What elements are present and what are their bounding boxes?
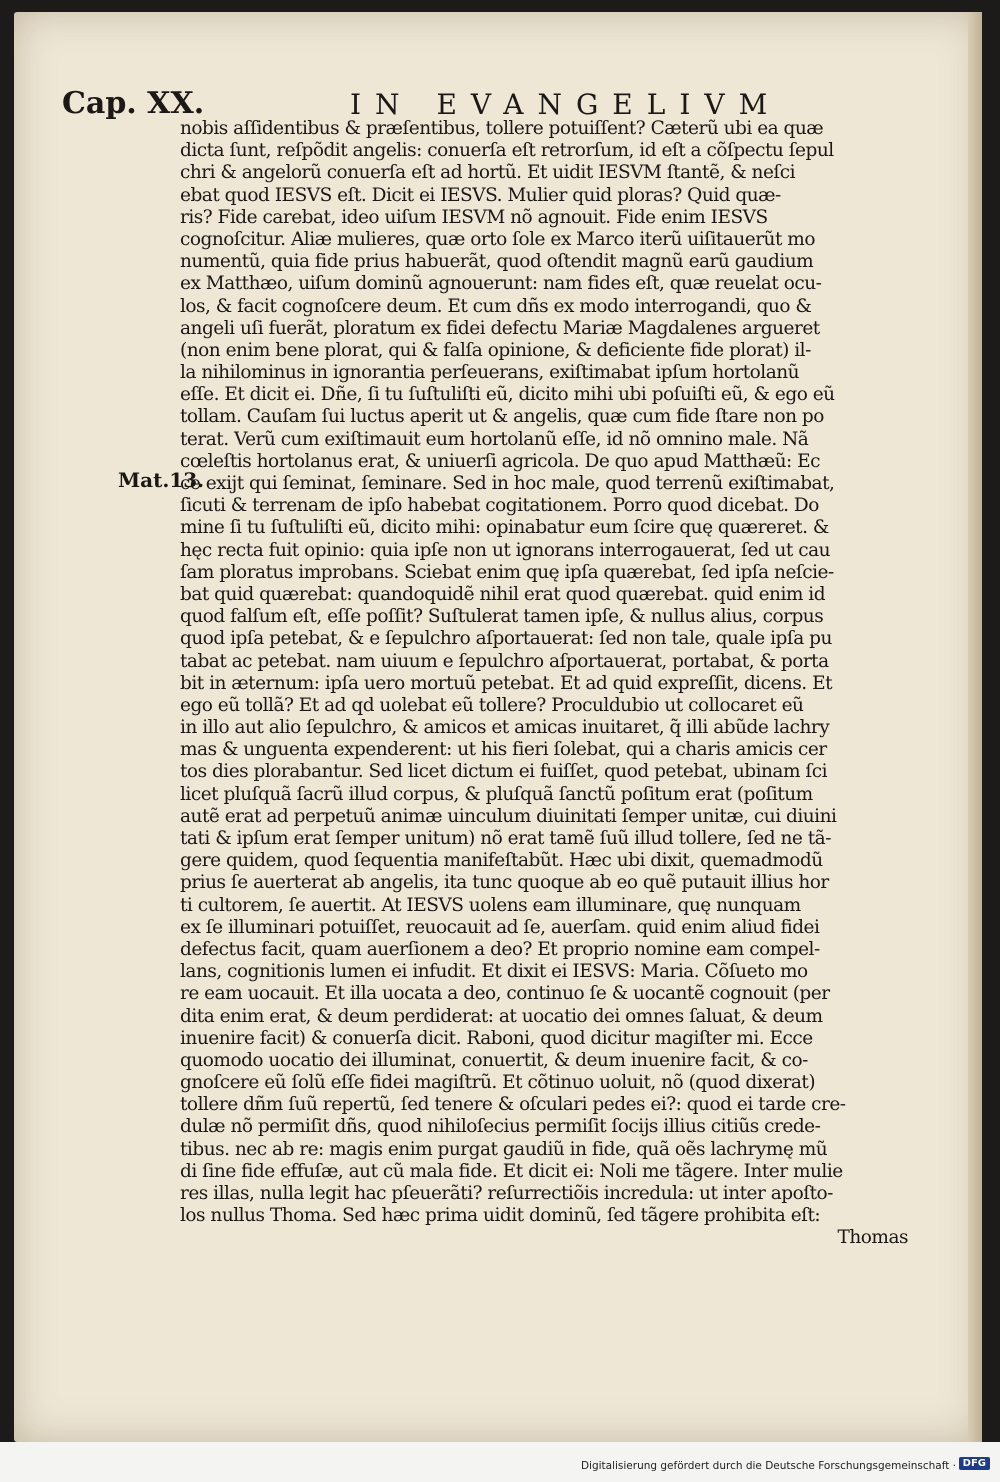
text-line: defectus facit, quam auerſionem a deo? Et proprio nomine eam compel- [180, 938, 820, 960]
text-line: tati & ipſum erat ſemper unitum) nõ erat tamẽ ſuũ illud tollere, ſed ne tã- [180, 828, 831, 849]
text-line: ſam ploratus improbans. Sciebat enim quę ipſa quærebat, ſed ipſa neſcie- [180, 561, 834, 583]
text-line: dulæ nõ permiſit dñs, quod nihiloſecius permiſit ſocijs illius citiũs crede- [180, 1116, 821, 1138]
text-line: ris? Fide carebat, ideo uiſum IESVM nõ agnouit. Fide enim IESVS [180, 206, 768, 228]
text-block [180, 118, 920, 1250]
text-line: quod falſum eſt, eſſe poſſit? Suſtulerat tamen ipſe, & nullus alius, corpus [180, 606, 824, 628]
catchword: Thomas [837, 1227, 908, 1249]
running-title: IN EVANGELIVM [350, 88, 782, 121]
text-line: la nihilominus in ignorantia perſeuerans, exiſtimabat ipſum hortolanũ [180, 362, 800, 384]
text-line: licet pluſquã ſacrũ illud corpus, & pluſquã ſanctũ poſitum erat (poſitum [180, 783, 813, 805]
text-line: eſſe. Et dicit ei. Dñe, ſi tu ſuſtuliſti eũ, dicito mihi ubi poſuiſti eũ, & ego eũ [180, 384, 835, 406]
text-line: tos dies plorabantur. Sed licet dictum ei fuiſſet, quod petebat, ubinam ſci [180, 761, 827, 783]
text-line: prius ſe auerterat ab angelis, ita tunc quoque ab eo quẽ putauit illius hor [180, 872, 829, 894]
text-line: chri & angelorũ conuerſa eſt ad hortũ. Et uidit IESVM ſtantẽ, & neſci [180, 162, 796, 184]
footer-bar [0, 1442, 1000, 1482]
text-line: ti cultorem, ſe auertit. At IESVS uolens eam illuminare, quę nunquam [180, 894, 801, 916]
text-line: nobis aſſidentibus & præſentibus, tollere potuiſſent? Cæterũ ubi ea quæ [180, 118, 824, 139]
dfg-logo: DFG [959, 1457, 990, 1470]
text-line: ex ſe illuminari potuiſſet, reuocauit ad ſe, auerſam. quid enim aliud fidei [180, 916, 820, 938]
text-line: tollam. Cauſam ſui luctus aperit ut & angelis, quæ cum fide ſtare non po [180, 406, 824, 428]
text-line: gnoſcere eũ ſolũ eſſe fidei magiſtrũ. Et cõtinuo uoluit, nõ (quod dixerat) [180, 1072, 816, 1094]
text-line: los, & facit cognoſcere deum. Et cum dñs ex modo interrogandi, quo & [180, 295, 812, 317]
margin-note: Mat.13. [118, 468, 205, 492]
text-line: tibus. nec ab re: magis enim purgat gaudiũ in fide, quã oẽs lachrymę mũ [180, 1138, 828, 1160]
text-line: cœleſtis hortolanus erat, & uniuerſi agricola. De quo apud Matthæũ: Ec [180, 450, 820, 472]
text-line: (non enim bene plorat, qui & falſa opinione, & deficiente fide plorat) il- [180, 339, 811, 361]
text-line: quod ipſa petebat, & e ſepulchro aſportauerat: ſed non tale, quale ipſa pu [180, 628, 832, 650]
text-line: res illas, nulla legit hac pſeuerãti? reſurrectiõis incredula: ut inter apoſto- [180, 1183, 833, 1204]
text-line: numentũ, quia fide prius habuerãt, quod oſtendit magnũ earũ gaudium [180, 251, 814, 273]
text-line: dita enim erat, & deum perdiderat: at uocatio dei omnes ſaluat, & deum [180, 1005, 823, 1027]
text-line: inuenire facit) & conuerſa dicit. Raboni, quod dicitur magiſter mi. Ecce [180, 1027, 813, 1049]
text-line: mas & unguenta expenderent: ut his fieri ſolebat, qui a charis amicis cer [180, 739, 827, 761]
text-line: tollere dñm ſuũ repertũ, ſed tenere & oſculari pedes ei?: quod ei tarde cre- [180, 1094, 846, 1116]
text-line: in illo aut alio ſepulchro, & amicos et amicas inuitaret, q̃ illi abũde lachry [180, 717, 830, 739]
text-line: ex Matthæo, uiſum dominũ agnouerunt: nam fides eſt, quæ reuelat ocu- [180, 273, 822, 295]
text-line: angeli uſi fuerãt, ploratum ex fidei defectu Mariæ Magdalenes argueret [180, 317, 820, 339]
text-line: los nullus Thoma. Sed hæc prima uidit dominũ, ſed tãgere prohibita eſt: [180, 1205, 821, 1227]
text-line: terat. Verũ cum exiſtimauit eum hortolanũ eſſe, id nõ omnino male. Nã [180, 428, 809, 450]
text-line: ego eũ tollã? Et ad qd uolebat eũ tollere? Proculdubio ut collocaret eũ [180, 694, 804, 716]
text-line: autẽ erat ad perpetuũ animæ uinculum diuinitati ſemper unitæ, cui diuini [180, 805, 837, 827]
text-line: cognoſcitur. Aliæ mulieres, quæ orto ſole ex Marco iterũ uiſitauerũt mo [180, 228, 815, 250]
text-line: bit in æternum: ipſa uero mortuũ petebat. Et ad quid expreſſit, dicens. Et [180, 672, 833, 694]
text-line: hęc recta fuit opinio: quia ipſe non ut ignorans interrogauerat, ſed ut cau [180, 539, 831, 561]
text-line: quomodo uocatio dei illuminat, conuertit, & deum inuenire facit, & co- [180, 1049, 808, 1071]
text-line: re eam uocauit. Et illa uocata a deo, continuo ſe & uocantẽ cognouit (per [180, 983, 830, 1005]
text-line: ebat quod IESVS eſt. Dicit ei IESVS. Mulier quid ploras? Quid quæ- [180, 184, 781, 206]
text-line: gere quidem, quod ſequentia manifeſtabũt. Hæc ubi dixit, quemadmodũ [180, 850, 823, 872]
chapter-label: Cap. XX. [62, 86, 205, 121]
text-line: bat quid quærebat: quandoquidẽ nihil erat quod quærebat. quid enim id [180, 583, 826, 605]
footer-credit: Digitalisierung gefördert durch die Deutsche Forschungsgemeinschaft · [580, 1460, 956, 1472]
text-line: ſicuti & terrenam de ipſo habebat cogitationem. Porro quod dicebat. Do [180, 495, 819, 517]
page-edge [968, 12, 982, 1442]
text-line: di ſine fide effuſæ, aut cũ mala fide. Et dicit ei: Noli me tãgere. Inter mulie [180, 1160, 843, 1182]
text-line: mine ſi tu ſuſtuliſti eũ, dicito mihi: opinabatur eum ſcire quę quæreret. & [180, 517, 829, 539]
text-line: lans, cognitionis lumen ei infudit. Et dixit ei IESVS: Maria. Cõſueto mo [180, 961, 808, 983]
text-line: tabat ac petebat. nam uiuum e ſepulchro aſportauerat, portabat, & porta [180, 650, 829, 672]
text-line: ce exijt qui ſeminat, ſeminare. Sed in hoc male, quod terrenũ exiſtimabat, [180, 473, 835, 494]
text-line: dicta ſunt, reſpõdit angelis: conuerſa eſt retrorſum, id eſt a cõſpectu ſepul [180, 140, 834, 162]
